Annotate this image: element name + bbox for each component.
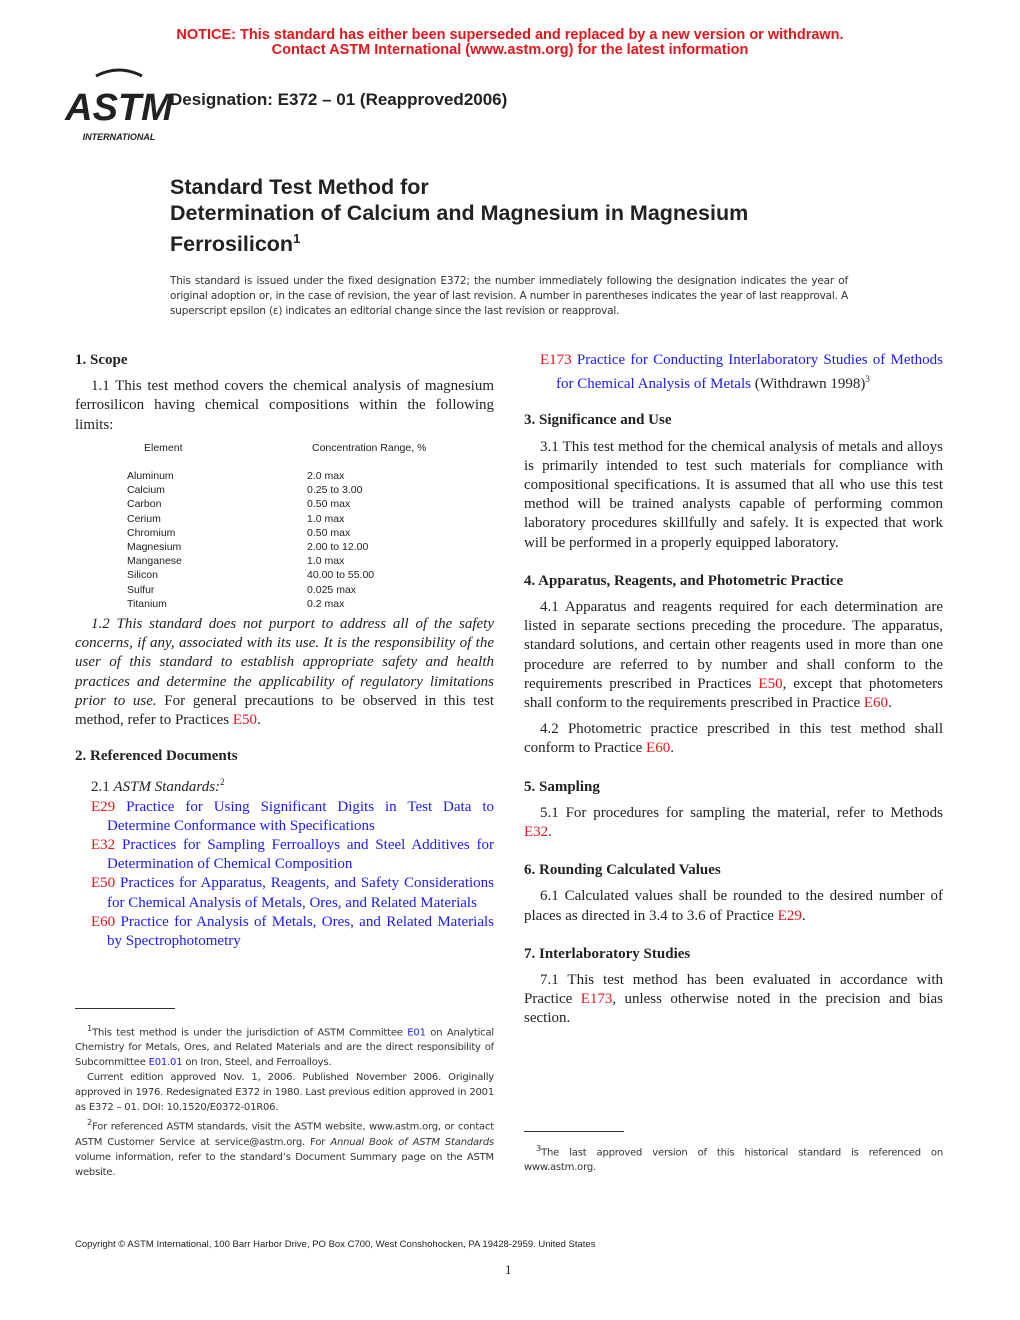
paragraph: [524, 598, 943, 713]
reference-item[interactable]: [75, 836, 494, 874]
text: This test method is under the jurisdiction of ASTM Committee: [92, 1027, 408, 1039]
element-cell: Silicon: [127, 569, 158, 582]
footnote-number: 3: [536, 1143, 542, 1153]
text: , except that photometers shall conform to the requirements prescribed in Practice: [524, 675, 943, 712]
svg-text:ASTM: ASTM: [65, 87, 173, 129]
reference-title[interactable]: Practice for Using Significant Digits in Test Data to Determine Conformance with Specifications: [107, 798, 494, 834]
table-row: [127, 497, 494, 511]
element-cell: Sulfur: [127, 583, 155, 596]
section-heading: 5. Sampling: [524, 778, 600, 795]
text: on Iron, Steel, and Ferroalloys.: [182, 1057, 332, 1069]
reference-code[interactable]: E29: [91, 798, 116, 815]
title-line: Determination of Calcium and Magnesium in Magnesium: [170, 201, 749, 225]
table-row: [127, 512, 494, 526]
right-column: [524, 351, 943, 1029]
paragraph: 1.1 This test method covers the chemical analysis of magnesium ferrosilicon having chemical compositions within the following limits:: [75, 378, 494, 433]
section-heading: 3. Significance and Use: [524, 412, 672, 429]
link-e0101[interactable]: E01.01: [148, 1057, 183, 1069]
link-e50[interactable]: E50: [232, 712, 258, 729]
table-row: [127, 597, 494, 611]
range-cell: 1.0 max: [307, 512, 345, 525]
range-cell: 0.50 max: [307, 498, 351, 511]
text: (Withdrawn 1998): [750, 376, 866, 393]
element-cell: Aluminum: [127, 470, 174, 483]
text: 2.1: [91, 779, 114, 796]
reference-code[interactable]: E32: [91, 837, 116, 854]
footnote-1-edition: Current edition approved Nov. 1, 2006. Published November 2006. Originally approved in 1976. Redesignated E372 in 1980. Last previous edition approved in 2001 as E372 – 01. DOI: 10.1520/E0372-01R06.: [75, 1072, 494, 1114]
astm-logo: [65, 68, 173, 144]
range-cell: 40.00 to 55.00: [307, 569, 375, 582]
footnote-ref: 2: [220, 777, 225, 788]
section-heading: 4. Apparatus, Reagents, and Photometric Practice: [524, 572, 844, 589]
page-number: 1: [505, 1262, 512, 1277]
reference-title[interactable]: Practice for Analysis of Metals, Ores, and Related Materials by Spectrophotometry: [107, 913, 494, 950]
svg-text:INTERNATIONAL: INTERNATIONAL: [82, 132, 156, 142]
table-row: [127, 568, 494, 582]
element-cell: Titanium: [127, 597, 167, 610]
reference-item[interactable]: [524, 351, 943, 394]
paragraph: [524, 804, 943, 842]
composition-table: [127, 441, 494, 611]
range-cell: 0.2 max: [307, 597, 345, 610]
reference-title[interactable]: Practices for Sampling Ferroalloys and Steel Additives for Determination of Chemical Composition: [107, 837, 494, 873]
range-cell: 0.025 max: [307, 583, 357, 596]
table-row: [127, 583, 494, 597]
section-heading: 6. Rounding Calculated Values: [524, 862, 721, 879]
link-e32[interactable]: E32: [524, 824, 549, 841]
table-header: [127, 441, 494, 455]
element-cell: Calcium: [127, 484, 165, 497]
element-cell: Chromium: [127, 526, 176, 539]
range-cell: 1.0 max: [307, 555, 345, 568]
table-row: [127, 469, 494, 483]
range-cell: 0.50 max: [307, 526, 351, 539]
text: For referenced ASTM standards, visit the ASTM website, www.astm.org, or contact ASTM Customer Service at service@astm.org. For: [75, 1121, 494, 1148]
paragraph: [524, 887, 943, 925]
notice-line-2: Contact ASTM International (www.astm.org) for the latest information: [271, 42, 749, 58]
text: , unless otherwise noted in the precision and bias section.: [524, 991, 944, 1027]
link-e01[interactable]: E01: [407, 1027, 426, 1039]
paragraph: [75, 773, 494, 797]
column-header: Concentration Range, %: [312, 441, 427, 454]
left-column: [75, 351, 494, 951]
safety-text: 1.2 This standard does not purport to address all of the safety concerns, if any, associated with its use. It is the responsibility of the user of this standard to establish appropriate safety and health practices and determine the applicability of regulatory limitations prior to use.: [75, 616, 494, 709]
column-header: Element: [144, 441, 183, 454]
text: For general precautions to be observed in this test method, refer to Practices: [75, 692, 494, 729]
reference-title[interactable]: Practices for Apparatus, Reagents, and Safety Considerations for Chemical Analysis of Metals, Ores, and Related Materials: [107, 875, 494, 911]
footnote-3: [524, 1141, 943, 1175]
footnote-ref: 1: [293, 231, 301, 246]
notice-line-1: NOTICE: This standard has either been superseded and replaced by a new version or withdrawn.: [176, 27, 844, 43]
link-e173[interactable]: E173: [580, 991, 613, 1008]
reference-code[interactable]: E60: [91, 913, 116, 930]
paragraph: [524, 971, 943, 1029]
paragraph: [524, 720, 943, 758]
reference-title[interactable]: Practice for Conducting Interlaboratory Studies of Methods for Chemical Analysis of Metals: [556, 352, 943, 393]
title-line: Standard Test Method for: [170, 175, 429, 199]
text: .: [257, 712, 261, 729]
text: 5.1 For procedures for sampling the material, refer to Methods: [540, 804, 943, 821]
text: volume information, refer to the standard’s Document Summary page on the ASTM website.: [75, 1151, 494, 1178]
footnotes-left: [75, 1021, 494, 1180]
table-row: [127, 554, 494, 568]
element-cell: Manganese: [127, 555, 182, 568]
text: ASTM Standards:: [113, 779, 221, 796]
footnote-ref: 3: [865, 374, 870, 385]
reference-code[interactable]: E173: [540, 352, 572, 368]
text: .: [548, 824, 552, 841]
reference-item[interactable]: [75, 798, 494, 836]
text: The last approved version of this historical standard is referenced on www.astm.org.: [524, 1147, 943, 1174]
section-heading: 2. Referenced Documents: [75, 748, 238, 765]
table-row: [127, 526, 494, 540]
link-e29[interactable]: E29: [777, 907, 802, 924]
element-cell: Magnesium: [127, 541, 182, 554]
element-cell: Cerium: [127, 512, 161, 525]
section-heading: 7. Interlaboratory Studies: [524, 945, 691, 962]
text: 4.1 Apparatus and reagents required for each determination are listed in separate sections preceding the procedure. The apparatus, standard solutions, and certain other reagents used in more than one procedure are referred to by number and shall conform to the requirements prescribed in Practices: [524, 599, 943, 692]
range-cell: 2.00 to 12.00: [307, 541, 369, 554]
link-e60[interactable]: E60: [646, 740, 671, 757]
range-cell: 2.0 max: [307, 470, 345, 483]
text: .: [670, 740, 674, 757]
table-row: [127, 483, 494, 497]
title-line: Ferrosilicon: [170, 232, 294, 257]
paragraph: 3.1 This test method for the chemical analysis of metals and alloys is primarily intended to test such materials for compliance with compositional specifications. It is assumed that all who use this test method will be trained analysts capable of performing common laboratory procedures skillfully and safely. It is expected that work will be performed in a properly equipped laboratory.: [524, 438, 943, 551]
link-e50[interactable]: E50: [758, 675, 783, 692]
designation: Designation: E372 – 01 (Reapproved2006): [170, 90, 508, 109]
section-heading: 1. Scope: [75, 352, 128, 368]
text: on Analytical Chemistry for Metals, Ores, and Related Materials and are the direct responsibility of Subcommittee: [75, 1027, 494, 1069]
range-cell: 0.25 to 3.00: [307, 484, 363, 497]
text: 4.2 Photometric practice prescribed in this test method shall conform to Practice: [524, 721, 943, 757]
copyright: Copyright © ASTM International, 100 Barr Harbor Drive, PO Box C700, West Conshohocken, PA 19428-2959. United States: [75, 1239, 596, 1250]
table-row: [127, 540, 494, 554]
text: Annual Book of ASTM Standards: [330, 1136, 494, 1148]
text: .: [888, 695, 892, 712]
footnote-rule: [524, 1131, 624, 1132]
text: .: [801, 907, 806, 924]
text: 7.1 This test method has been evaluated in accordance with Practice: [524, 972, 943, 1008]
link-e60[interactable]: E60: [863, 695, 889, 712]
reference-item[interactable]: [75, 913, 494, 951]
reference-code[interactable]: E50: [91, 875, 116, 892]
footnote-2: $^2$For referenced ASTM standards, visit the ASTM website, www.astm.org, or contact ASTM Customer Service at service@astm.org. For Annual Book of ASTM Standards volume information, refer to the standard’s Document Summary page on the ASTM website.: [75, 1117, 494, 1178]
reference-item[interactable]: [75, 874, 494, 912]
safety-paragraph: [75, 615, 494, 730]
footnote-rule: [75, 1008, 175, 1009]
document-title: [170, 174, 748, 257]
issued-note: This standard is issued under the fixed designation E372; the number immediately following the designation indicates the year of original adoption or, in the case of revision, the year of last revision. A number in parentheses indicates the year of last reapproval. A superscript epsilon (ε) indicates an editorial change since the last revision or reapproval.: [170, 275, 848, 317]
element-cell: Carbon: [127, 498, 162, 511]
footnote-1: $^1$This test method is under the jurisdiction of ASTM Committee E01 on Analytical Chemistry for Metals, Ores, and Related Materials and are the direct responsibility of Subcommittee E01.01 on Iron, Steel, and Ferroalloys.: [75, 1023, 494, 1069]
text: 6.1 Calculated values shall be rounded to the desired number of places as directed in 3.4 to 3.6 of Practice: [524, 888, 943, 924]
